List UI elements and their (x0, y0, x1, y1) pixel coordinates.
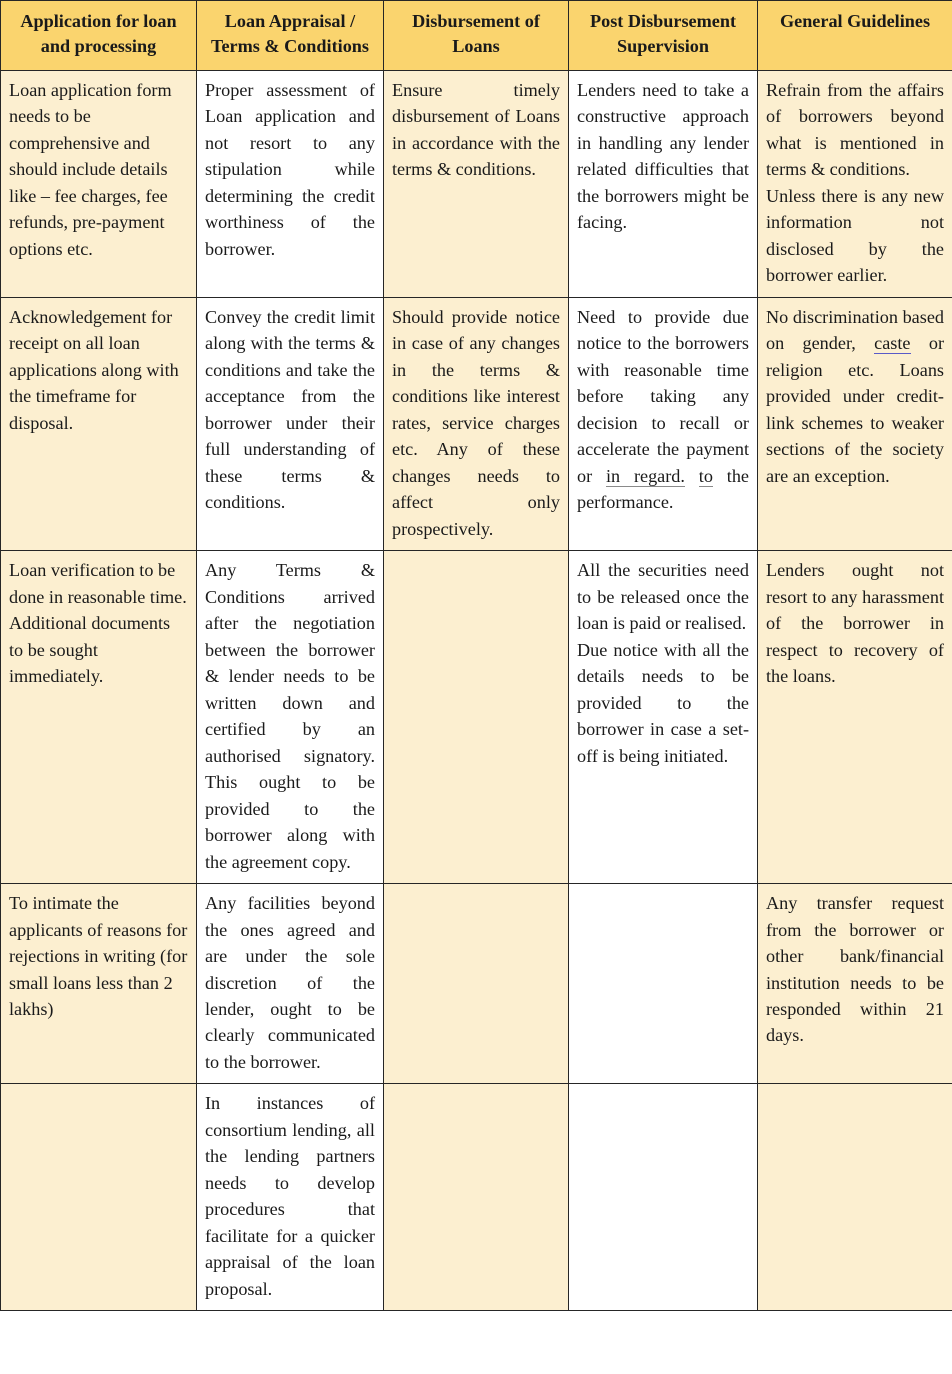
cell-disbursement-3 (384, 551, 569, 884)
cell-application-1 (1, 71, 197, 298)
cell-post-1 (569, 71, 758, 298)
cell-appraisal-3 (197, 551, 384, 884)
cell-disbursement-4 (384, 884, 569, 1084)
cell-text-lead: Need to provide due notice to the borrowers with reasonable time before taking any decision to recall or accelerate the payment or (577, 306, 749, 486)
cell-paragraph: Loan application form needs to be comprehensive and should include details like – fee charges, fee refunds, pre-payment options etc. (9, 80, 172, 259)
cell-paragraph: Ensure timely disbursement of Loans in accordance with the terms & conditions. (392, 80, 560, 180)
cell-paragraph: Any Terms & Conditions arrived after the negotiation between the borrower & lender needs to be written down and certified by an authorised signatory. This ought to be provided to the borrower along with the agreement copy. (205, 560, 375, 872)
cell-post-5 (569, 1084, 758, 1311)
cell-paragraph: To intimate the applicants of reasons for rejections in writing (for small loans less than 2 lakhs) (9, 893, 188, 1019)
cell-paragraph: Lenders need to take a constructive approach in handling any lender related difficulties that the borrowers might be facing. (577, 80, 749, 233)
cell-application-3 (1, 551, 197, 884)
table-row (1, 884, 952, 1084)
cell-paragraph (766, 304, 944, 489)
column-header-post: Post Disbursement Supervision (569, 1, 758, 71)
cell-general-5 (758, 1084, 952, 1311)
spellcheck-marked-text: caste (874, 333, 911, 354)
cell-disbursement-5 (384, 1084, 569, 1311)
cell-text-tail: or religion etc. Loans provided under credit-link schemes to weaker sections of the society are an exception. (766, 333, 944, 486)
cell-paragraph: Loan verification to be done in reasonable time. Additional documents to be sought immediately. (9, 560, 187, 687)
table-row (1, 1084, 952, 1311)
cell-general-4 (758, 884, 952, 1084)
cell-paragraph (577, 304, 749, 516)
cell-appraisal-5 (197, 1084, 384, 1311)
cell-appraisal-4 (197, 884, 384, 1084)
cell-paragraph: Acknowledgement for receipt on all loan applications along with the timeframe for disposal. (9, 306, 179, 433)
cell-application-4 (1, 884, 197, 1084)
cell-paragraph: Should provide notice in case of any changes in the terms & conditions like interest rates, service charges etc. Any of these changes needs to affect only prospectively. (392, 306, 560, 539)
cell-text-lead: No discrimination based on gender, (766, 306, 944, 354)
table-row (1, 71, 952, 298)
cell-post-4 (569, 884, 758, 1084)
cell-paragraph: Due notice with all the details needs to be provided to the borrower in case a set-off is being initiated. (577, 639, 749, 766)
column-header-application: Application for loan and processing (1, 1, 197, 71)
cell-general-3 (758, 551, 952, 884)
cell-paragraph: In instances of consortium lending, all the lending partners needs to develop procedures that facilitate for a quicker appraisal of the loan proposal. (205, 1093, 375, 1299)
cell-paragraph: Unless there is any new information not disclosed by the borrower earlier. (766, 185, 944, 286)
cell-paragraph: Convey the credit limit along with the terms & conditions and take the acceptance from the borrower under their full understanding of these terms & conditions. (205, 306, 375, 513)
cell-disbursement-1 (384, 71, 569, 298)
cell-application-5 (1, 1084, 197, 1311)
cell-post-3 (569, 551, 758, 884)
header-row (1, 1, 952, 71)
table-header (1, 1, 952, 71)
cell-general-1 (758, 71, 952, 298)
cell-appraisal-1 (197, 71, 384, 298)
table-row (1, 551, 952, 884)
cell-paragraph: Lenders ought not resort to any harassment of the borrower in respect to recovery of the loans. (766, 560, 944, 687)
cell-post-2 (569, 297, 758, 550)
column-header-disbursement: Disbursement of Loans (384, 1, 569, 71)
cell-disbursement-2 (384, 297, 569, 550)
cell-appraisal-2 (197, 297, 384, 550)
spellcheck-marked-text: to (698, 465, 713, 486)
cell-paragraph: Any facilities beyond the ones agreed and are under the sole discretion of the lender, ought to be clearly communicated to the borrower. (205, 893, 375, 1072)
cell-paragraph: Refrain from the affairs of borrowers beyond what is mentioned in terms & conditions. (766, 80, 944, 180)
table-row (1, 297, 952, 550)
cell-paragraph: All the securities need to be released once the loan is paid or realised. (577, 560, 749, 634)
spellcheck-marked-text: in regard. (605, 465, 685, 486)
cell-text-tail: the performance. (577, 465, 749, 513)
cell-paragraph: Proper assessment of Loan application and not resort to any stipulation while determining the credit worthiness of the borrower. (205, 80, 375, 259)
cell-paragraph: Any transfer request from the borrower or other bank/financial institution needs to be responded within 21 days. (766, 893, 944, 1046)
column-header-appraisal: Loan Appraisal / Terms & Conditions (197, 1, 384, 71)
table-body (1, 71, 952, 1311)
column-header-general: General Guidelines (758, 1, 952, 71)
cell-application-2 (1, 297, 197, 550)
cell-general-2 (758, 297, 952, 550)
